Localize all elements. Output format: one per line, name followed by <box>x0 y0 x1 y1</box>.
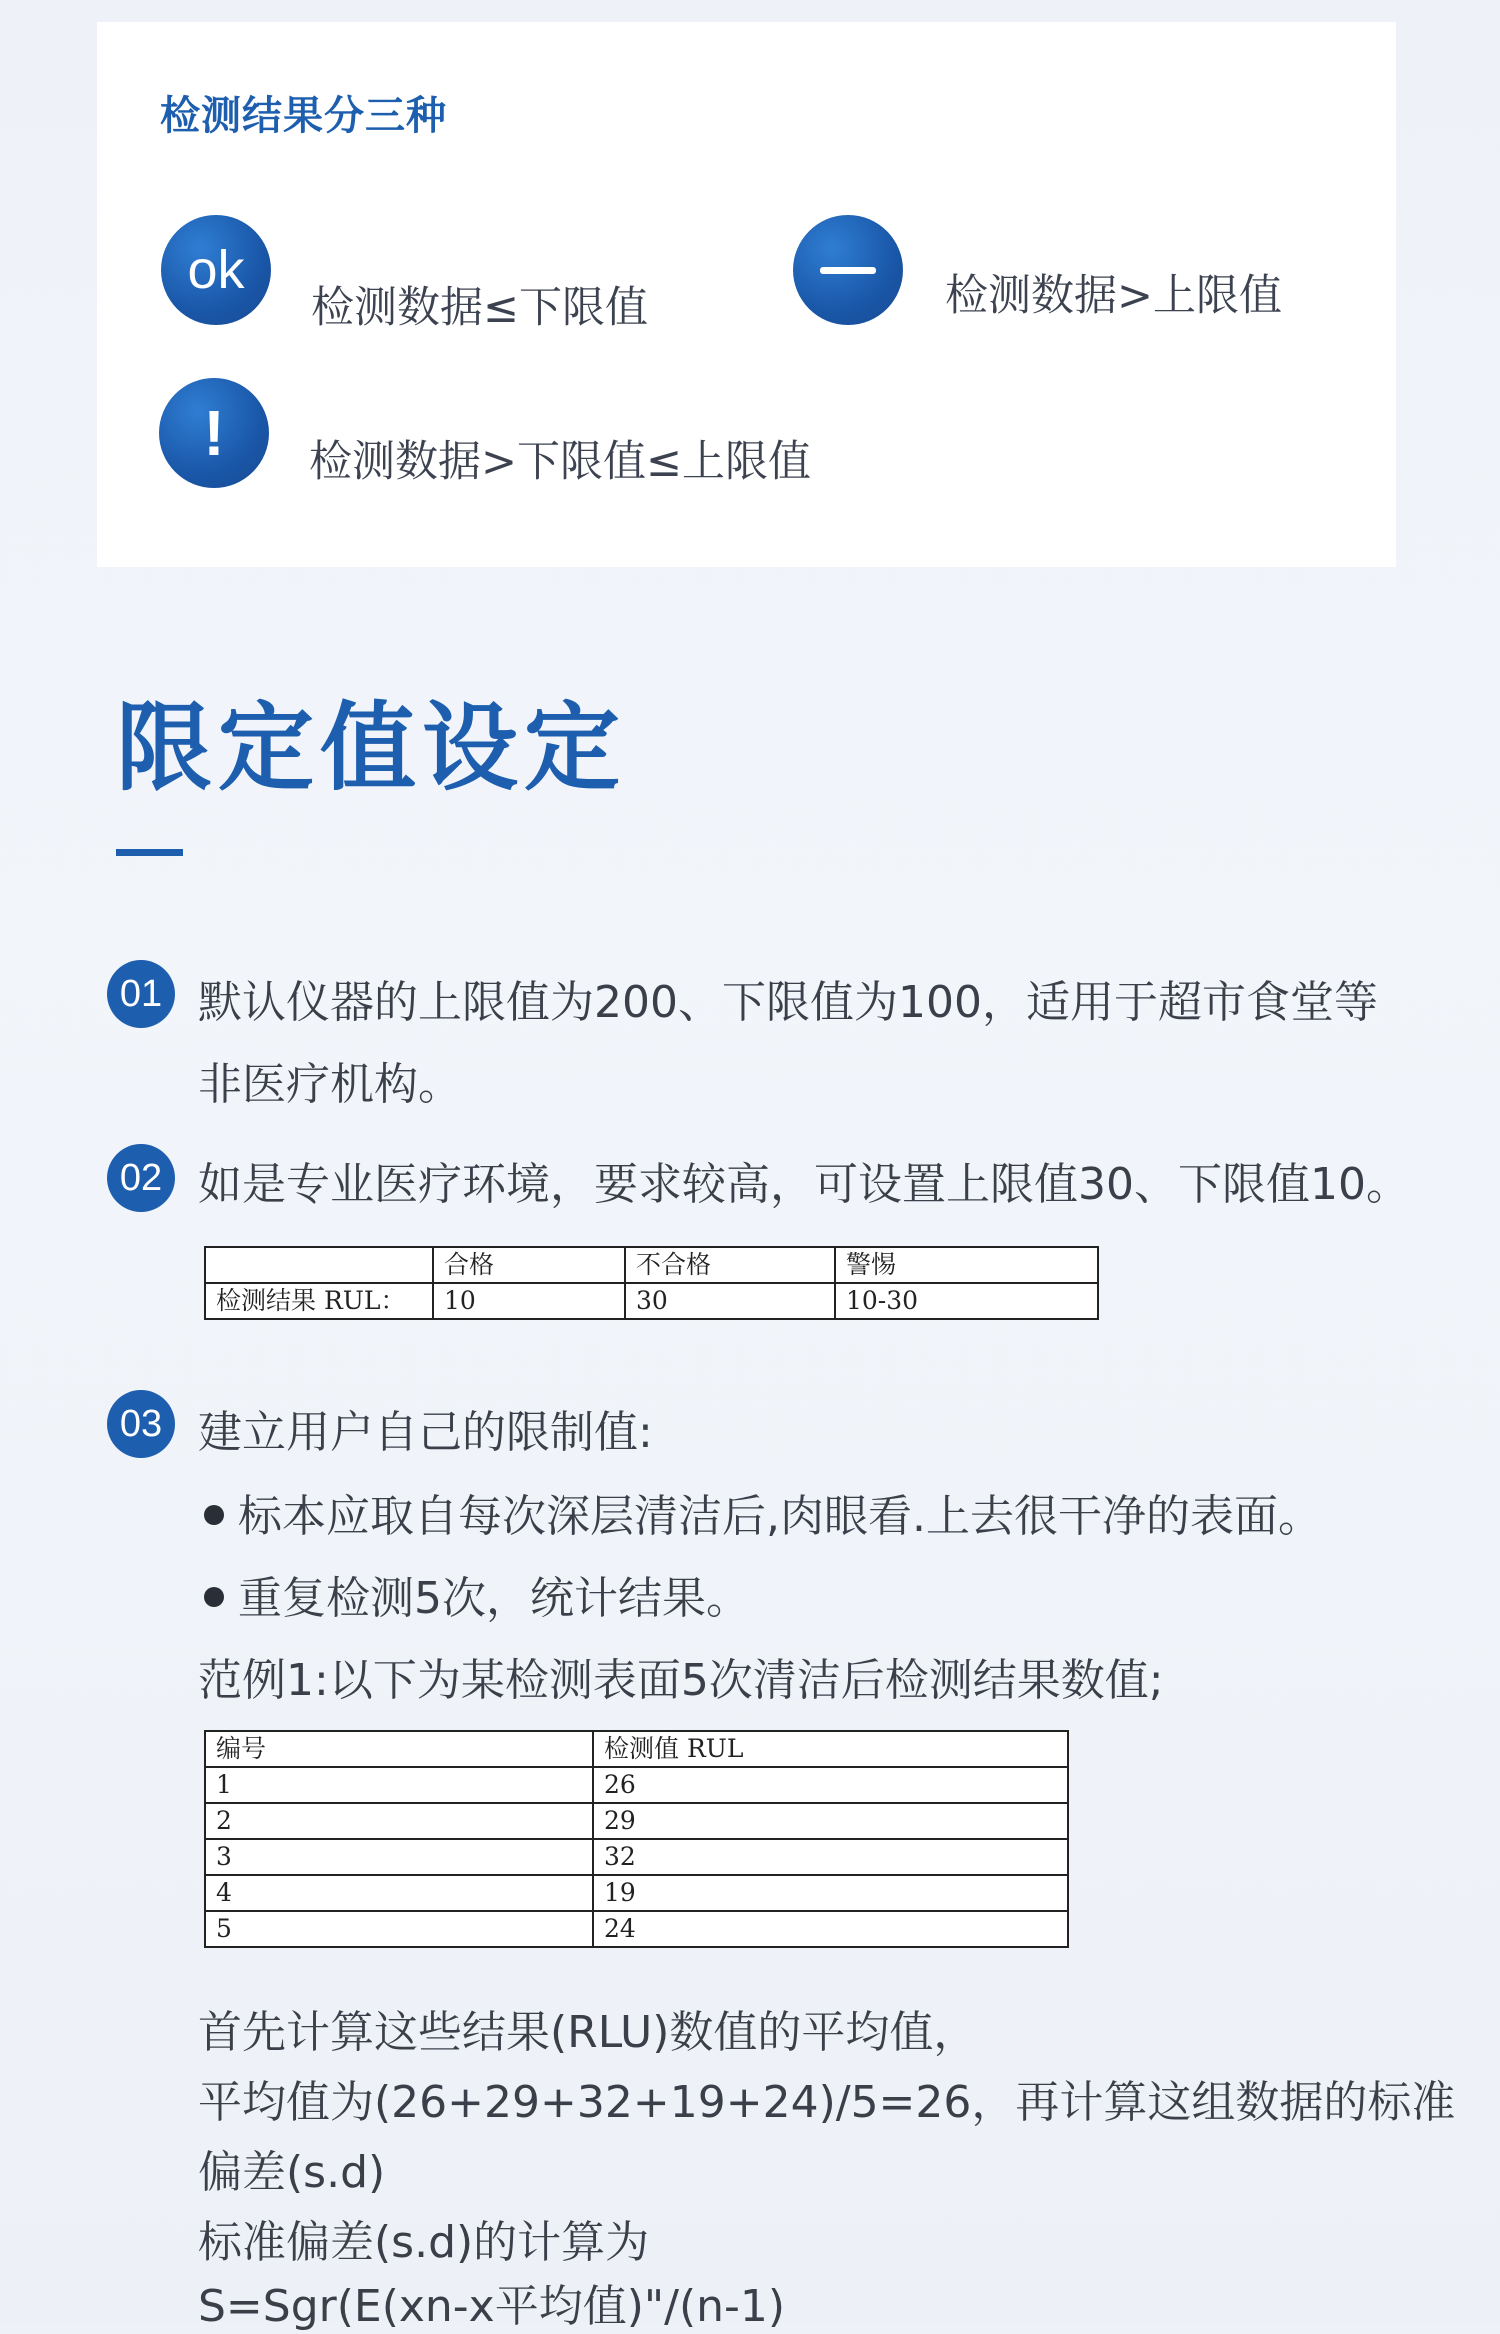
calc-line-3: 偏差(s.d) <box>198 2147 386 2198</box>
table-cell: 2 <box>205 1803 593 1839</box>
step-badge-01: 01 <box>107 960 175 1028</box>
bullet-item: 标本应取自每次深层清洁后,肉眼看.上去很干净的表面。 <box>204 1480 1322 1544</box>
card-title: 检测结果分三种 <box>160 93 447 139</box>
table-row <box>205 1803 1068 1839</box>
table-row <box>205 1911 1068 1947</box>
bullet-item: 重复检测5次，统计结果。 <box>204 1562 750 1626</box>
table-row <box>205 1731 1068 1767</box>
table-cell: 1 <box>205 1767 593 1803</box>
table-cell: 10-30 <box>835 1283 1098 1319</box>
table-cell: 检测值 RUL <box>593 1731 1068 1767</box>
samples-table <box>204 1730 1069 1948</box>
table-cell: 29 <box>593 1803 1068 1839</box>
table-cell: 26 <box>593 1767 1068 1803</box>
result-text-ok: 检测数据≤下限值 <box>311 283 649 333</box>
table-cell: 3 <box>205 1839 593 1875</box>
dash-icon <box>793 215 903 325</box>
table-cell: 24 <box>593 1911 1068 1947</box>
calc-line-4: 标准偏差(s.d)的计算为 <box>198 2217 650 2268</box>
table-cell: 10 <box>433 1283 625 1319</box>
table-cell: 19 <box>593 1875 1068 1911</box>
table-row <box>205 1283 1098 1319</box>
calc-line-1: 首先计算这些结果(RLU)数值的平均值， <box>198 2007 978 2058</box>
table-cell <box>205 1247 433 1283</box>
step-02-line1: 如是专业医疗环境，要求较高，可设置上限值30、下限值10。 <box>198 1159 1410 1210</box>
table-cell: 编号 <box>205 1731 593 1767</box>
table-cell: 4 <box>205 1875 593 1911</box>
table-cell: 警惕 <box>835 1247 1098 1283</box>
table-cell: 5 <box>205 1911 593 1947</box>
table-row <box>205 1767 1068 1803</box>
example-label: 范例1:以下为某检测表面5次清洁后检测结果数值; <box>198 1655 1164 1706</box>
table-cell: 合格 <box>433 1247 625 1283</box>
result-card <box>97 22 1396 567</box>
table-cell: 不合格 <box>625 1247 835 1283</box>
result-text-warn: 检测数据>下限值≤上限值 <box>309 437 812 487</box>
calc-line-2: 平均值为(26+29+32+19+24)/5=26，再计算这组数据的标准 <box>198 2077 1456 2128</box>
section-title: 限定值设定 <box>116 692 626 804</box>
table-cell: 30 <box>625 1283 835 1319</box>
step-badge-03: 03 <box>107 1390 175 1458</box>
table-row <box>205 1839 1068 1875</box>
table-row <box>205 1247 1098 1283</box>
table-row <box>205 1875 1068 1911</box>
step-01-line1: 默认仪器的上限值为200、下限值为100，适用于超市食堂等 <box>198 977 1378 1028</box>
table-cell: 32 <box>593 1839 1068 1875</box>
step-01-line2: 非医疗机构。 <box>198 1059 462 1110</box>
title-divider <box>116 849 183 856</box>
step-badge-02: 02 <box>107 1144 175 1212</box>
result-text-over: 检测数据>上限值 <box>945 271 1283 321</box>
exclamation-icon: ! <box>159 378 269 488</box>
table-cell: 检测结果 RUL： <box>205 1283 433 1319</box>
step-03-line1: 建立用户自己的限制值: <box>198 1407 653 1458</box>
ok-icon: ok <box>161 215 271 325</box>
calc-line-5: S=Sgr(E(xn-x平均值)"/(n-1) <box>198 2281 786 2332</box>
limits-table <box>204 1246 1099 1320</box>
